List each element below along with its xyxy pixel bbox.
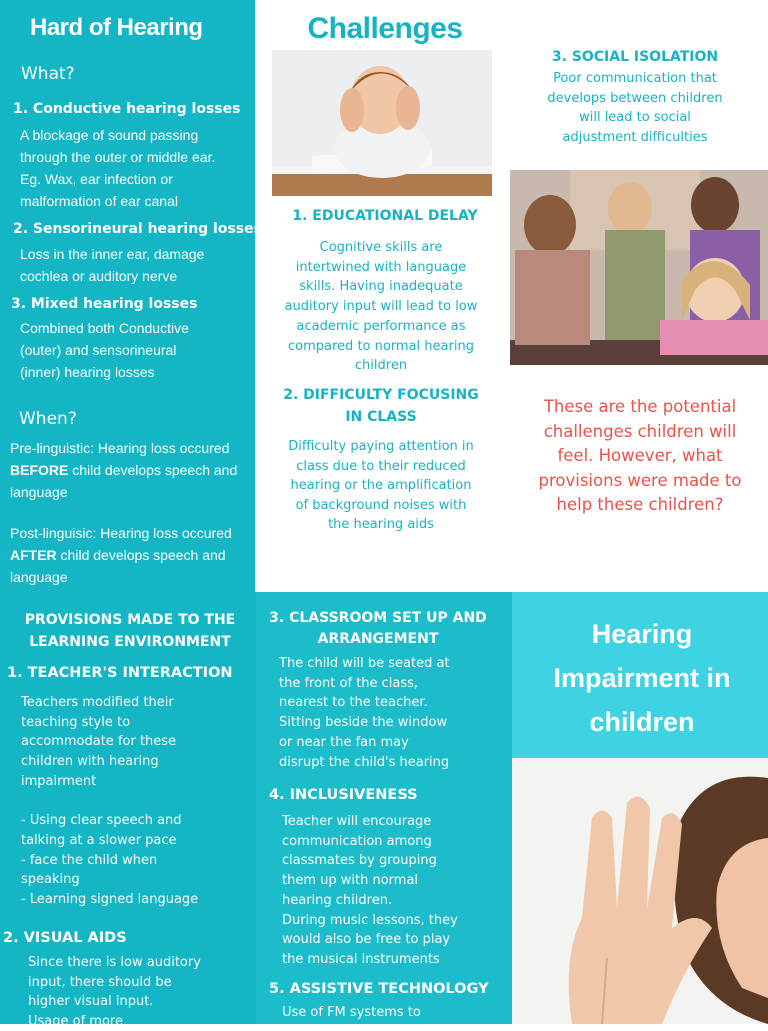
post-linguistic: Post-linguisic: Hearing loss occured AFTER child develops speech and language: [10, 525, 232, 585]
provision3-body: The child will be seated at the front of the class, nearest to the teacher. Sitting beside the window or near the fan may disrupt the child's hearing: [279, 656, 450, 770]
provision1-body: Teachers modified their teaching style to accommodate for these children with hearing impairment - Using clear speech and talking at a slower pace - face the child when speaking - Learning signed language: [21, 695, 199, 908]
provision2-body: Since there is low auditory input, there should be higher visual input. Usage of more: [28, 955, 201, 1029]
challenge1-title: 1. EDUCATIONAL DELAY: [292, 208, 478, 224]
challenge2-body: Difficulty paying attention in class due to their reduced hearing or the amplification of background noises with the hearing aids: [288, 439, 474, 532]
challenge3-title: 3. SOCIAL ISOLATION: [551, 49, 719, 65]
challenge2-title: 2. DIFFICULTY FOCUSING IN CLASS: [283, 387, 479, 425]
provision-question: These are the potential challenges children will feel. However, what provisions were made to help these children?: [538, 397, 742, 514]
what-label: What?: [21, 64, 75, 84]
item3-heading: 3. Mixed hearing losses: [11, 296, 198, 312]
whispering-kids-photo: [510, 170, 768, 365]
challenge1-body: Cognitive skills are intertwined with language skills. Having inadequate auditory input will lead to low academic performance as compared to normal hearing children: [284, 240, 478, 374]
provision5-title: 5. ASSISTIVE TECHNOLOGY: [269, 981, 489, 997]
item3-body: Combined both Conductive (outer) and sensorineural (inner) hearing losses: [20, 320, 189, 380]
left-title: Hard of Hearing: [30, 14, 203, 41]
item2-heading: 2. Sensorineural hearing losses: [13, 221, 262, 237]
provision1-title: 1. TEACHER'S INTERACTION: [7, 665, 233, 681]
provision5-body: Use of FM systems to: [282, 1005, 421, 1020]
challenges-title: Challenges: [307, 12, 463, 45]
provisions-title: PROVISIONS MADE TO THE LEARNING ENVIRONMENT: [24, 612, 236, 650]
stressed-boy-photo: [272, 50, 492, 196]
pre-linguistic: Pre-linguistic: Hearing loss occured BEFORE child develops speech and language: [10, 440, 238, 500]
cover-title: Hearing Impairment in children: [553, 619, 731, 737]
challenge3-body: Poor communication that develops between children will lead to social adjustment difficulties: [547, 71, 723, 145]
item1-body: A blockage of sound passing through the outer or middle ear. Eg. Wax, ear infection or malformation of ear canal: [20, 127, 216, 209]
provision4-title: 4. INCLUSIVENESS: [269, 787, 418, 803]
provision4-body: Teacher will encourage communication among classmates by grouping them up with normal hearing children. During music lessons, they would also be free to play the musical instruments: [282, 814, 458, 967]
hand-to-ear-photo: [512, 758, 768, 1024]
item2-body: Loss in the inner ear, damage cochlea or auditory nerve: [20, 246, 205, 284]
when-label: When?: [19, 409, 77, 429]
item1-heading: 1. Conductive hearing losses: [13, 101, 241, 117]
provision3-title: 3. CLASSROOM SET UP AND ARRANGEMENT: [269, 610, 487, 647]
provision2-title: 2. VISUAL AIDS: [3, 930, 127, 946]
